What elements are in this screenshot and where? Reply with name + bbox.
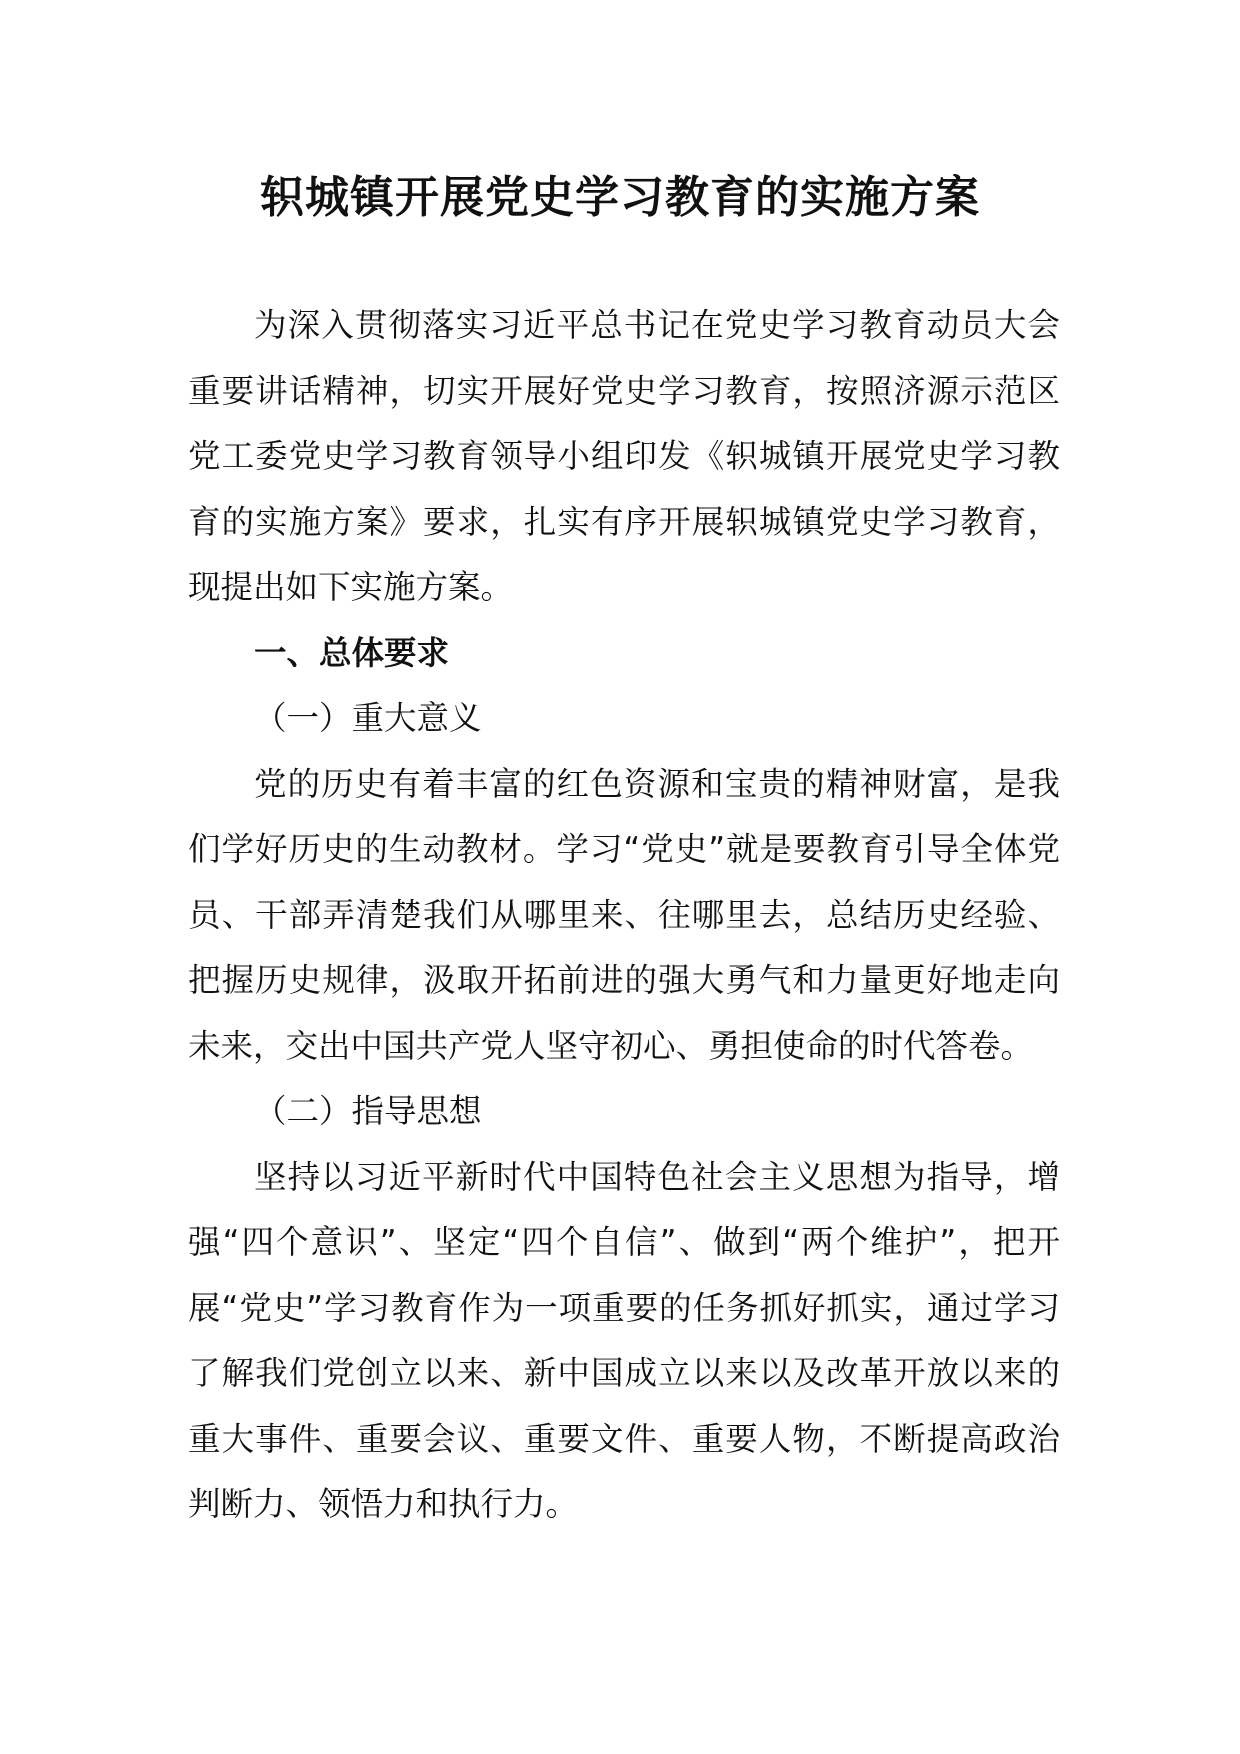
section-heading-general-requirements: 一、总体要求: [254, 633, 450, 672]
guiding-ideology-paragraph: 坚持以习近平新时代中国特色社会主义思想为指导，增强“四个意识”、坚定“四个自信”、做到“两个维护”，把开展“党史”学习教育作为一项重要的任务抓好抓实，通过学习了解我们党创立以来、新中国成立以来以及改革开放以来的重大事件、重要会议、重要文件、重要人物，不断提高政治判断力、领悟力和执行力。: [188, 1157, 1060, 1523]
intro-paragraph: 为深入贯彻落实习近平总书记在党史学习教育动员大会重要讲话精神，切实开展好党史学习教育，按照济源示范区党工委党史学习教育领导小组印发《轵城镇开展党史学习教育的实施方案》要求，扎实有序开展轵城镇党史学习教育，现提出如下实施方案。: [188, 306, 1060, 606]
subsection-heading-significance: （一）重大意义: [254, 699, 482, 737]
significance-paragraph: 党的历史有着丰富的红色资源和宝贵的精神财富，是我们学好历史的生动教材。学习“党史”就是要教育引导全体党员、干部弄清楚我们从哪里来、往哪里去，总结历史经验、把握历史规律，汲取开拓前进的强大勇气和力量更好地走向未来，交出中国共产党人坚守初心、勇担使命的时代答卷。: [188, 764, 1060, 1065]
document-title: 轵城镇开展党史学习教育的实施方案: [260, 172, 980, 223]
subsection-heading-guiding-ideology: （二）指导思想: [254, 1092, 482, 1130]
document-body: [188, 293, 1060, 1538]
